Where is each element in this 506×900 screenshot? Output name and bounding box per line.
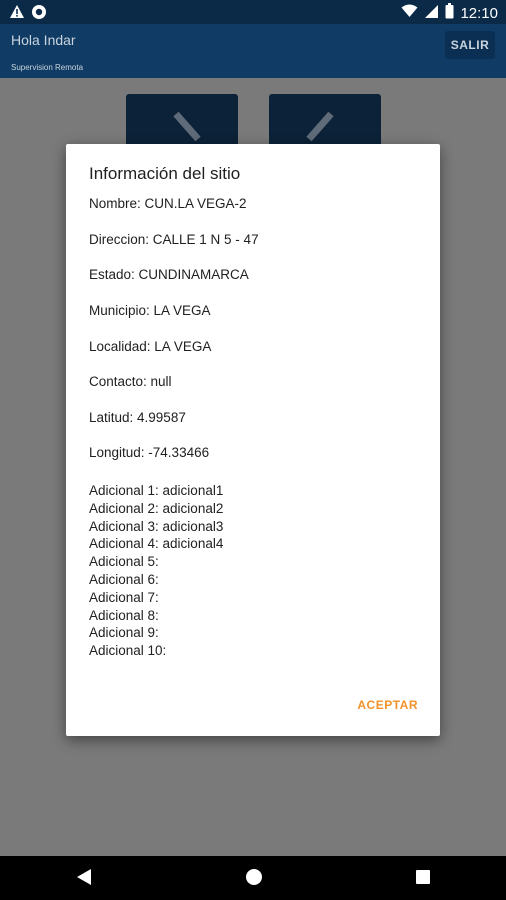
back-icon[interactable]	[76, 868, 92, 891]
status-bar	[0, 0, 506, 24]
signal-icon	[424, 4, 439, 24]
app-subtitle: Supervision Remota	[11, 63, 84, 72]
app-title: Hola Indar	[11, 32, 76, 48]
wifi-icon	[401, 4, 418, 23]
site-info-dialog	[66, 144, 440, 736]
field-contacto: Contacto: null	[89, 374, 172, 389]
field-localidad: Localidad: LA VEGA	[89, 339, 212, 354]
field-longitud: Longitud: -74.33466	[89, 445, 210, 460]
list-item: Adicional 5:	[89, 554, 159, 570]
list-item: Adicional 10:	[89, 643, 167, 659]
accept-button[interactable]: ACEPTAR	[357, 698, 418, 712]
list-item: Adicional 8:	[89, 607, 159, 623]
dialog-title: Información del sitio	[89, 164, 241, 183]
field-latitud: Latitud: 4.99587	[89, 410, 186, 425]
field-municipio: Municipio: LA VEGA	[89, 303, 211, 318]
battery-icon	[445, 3, 454, 24]
list-item: Adicional 9:	[89, 625, 159, 641]
list-item: Adicional 4: adicional4	[89, 536, 224, 552]
field-direccion: Direccion: CALLE 1 N 5 - 47	[89, 232, 259, 247]
exit-button[interactable]: SALIR	[445, 31, 495, 59]
field-estado: Estado: CUNDINAMARCA	[89, 267, 249, 282]
home-icon[interactable]	[245, 868, 263, 891]
clock: 12:10	[460, 5, 498, 22]
recents-icon[interactable]	[415, 868, 431, 891]
list-item: Adicional 6:	[89, 571, 159, 587]
app-bar	[0, 24, 506, 78]
sync-icon	[31, 4, 47, 25]
list-item: Adicional 2: adicional2	[89, 500, 224, 516]
warning-icon	[9, 4, 25, 24]
list-item: Adicional 3: adicional3	[89, 518, 224, 534]
navigation-bar	[0, 856, 506, 900]
list-item: Adicional 7:	[89, 589, 159, 605]
list-item: Adicional 1: adicional1	[89, 483, 224, 498]
adicionales-list	[89, 482, 223, 660]
status-icons	[401, 3, 498, 24]
field-nombre: Nombre: CUN.LA VEGA-2	[89, 196, 247, 211]
